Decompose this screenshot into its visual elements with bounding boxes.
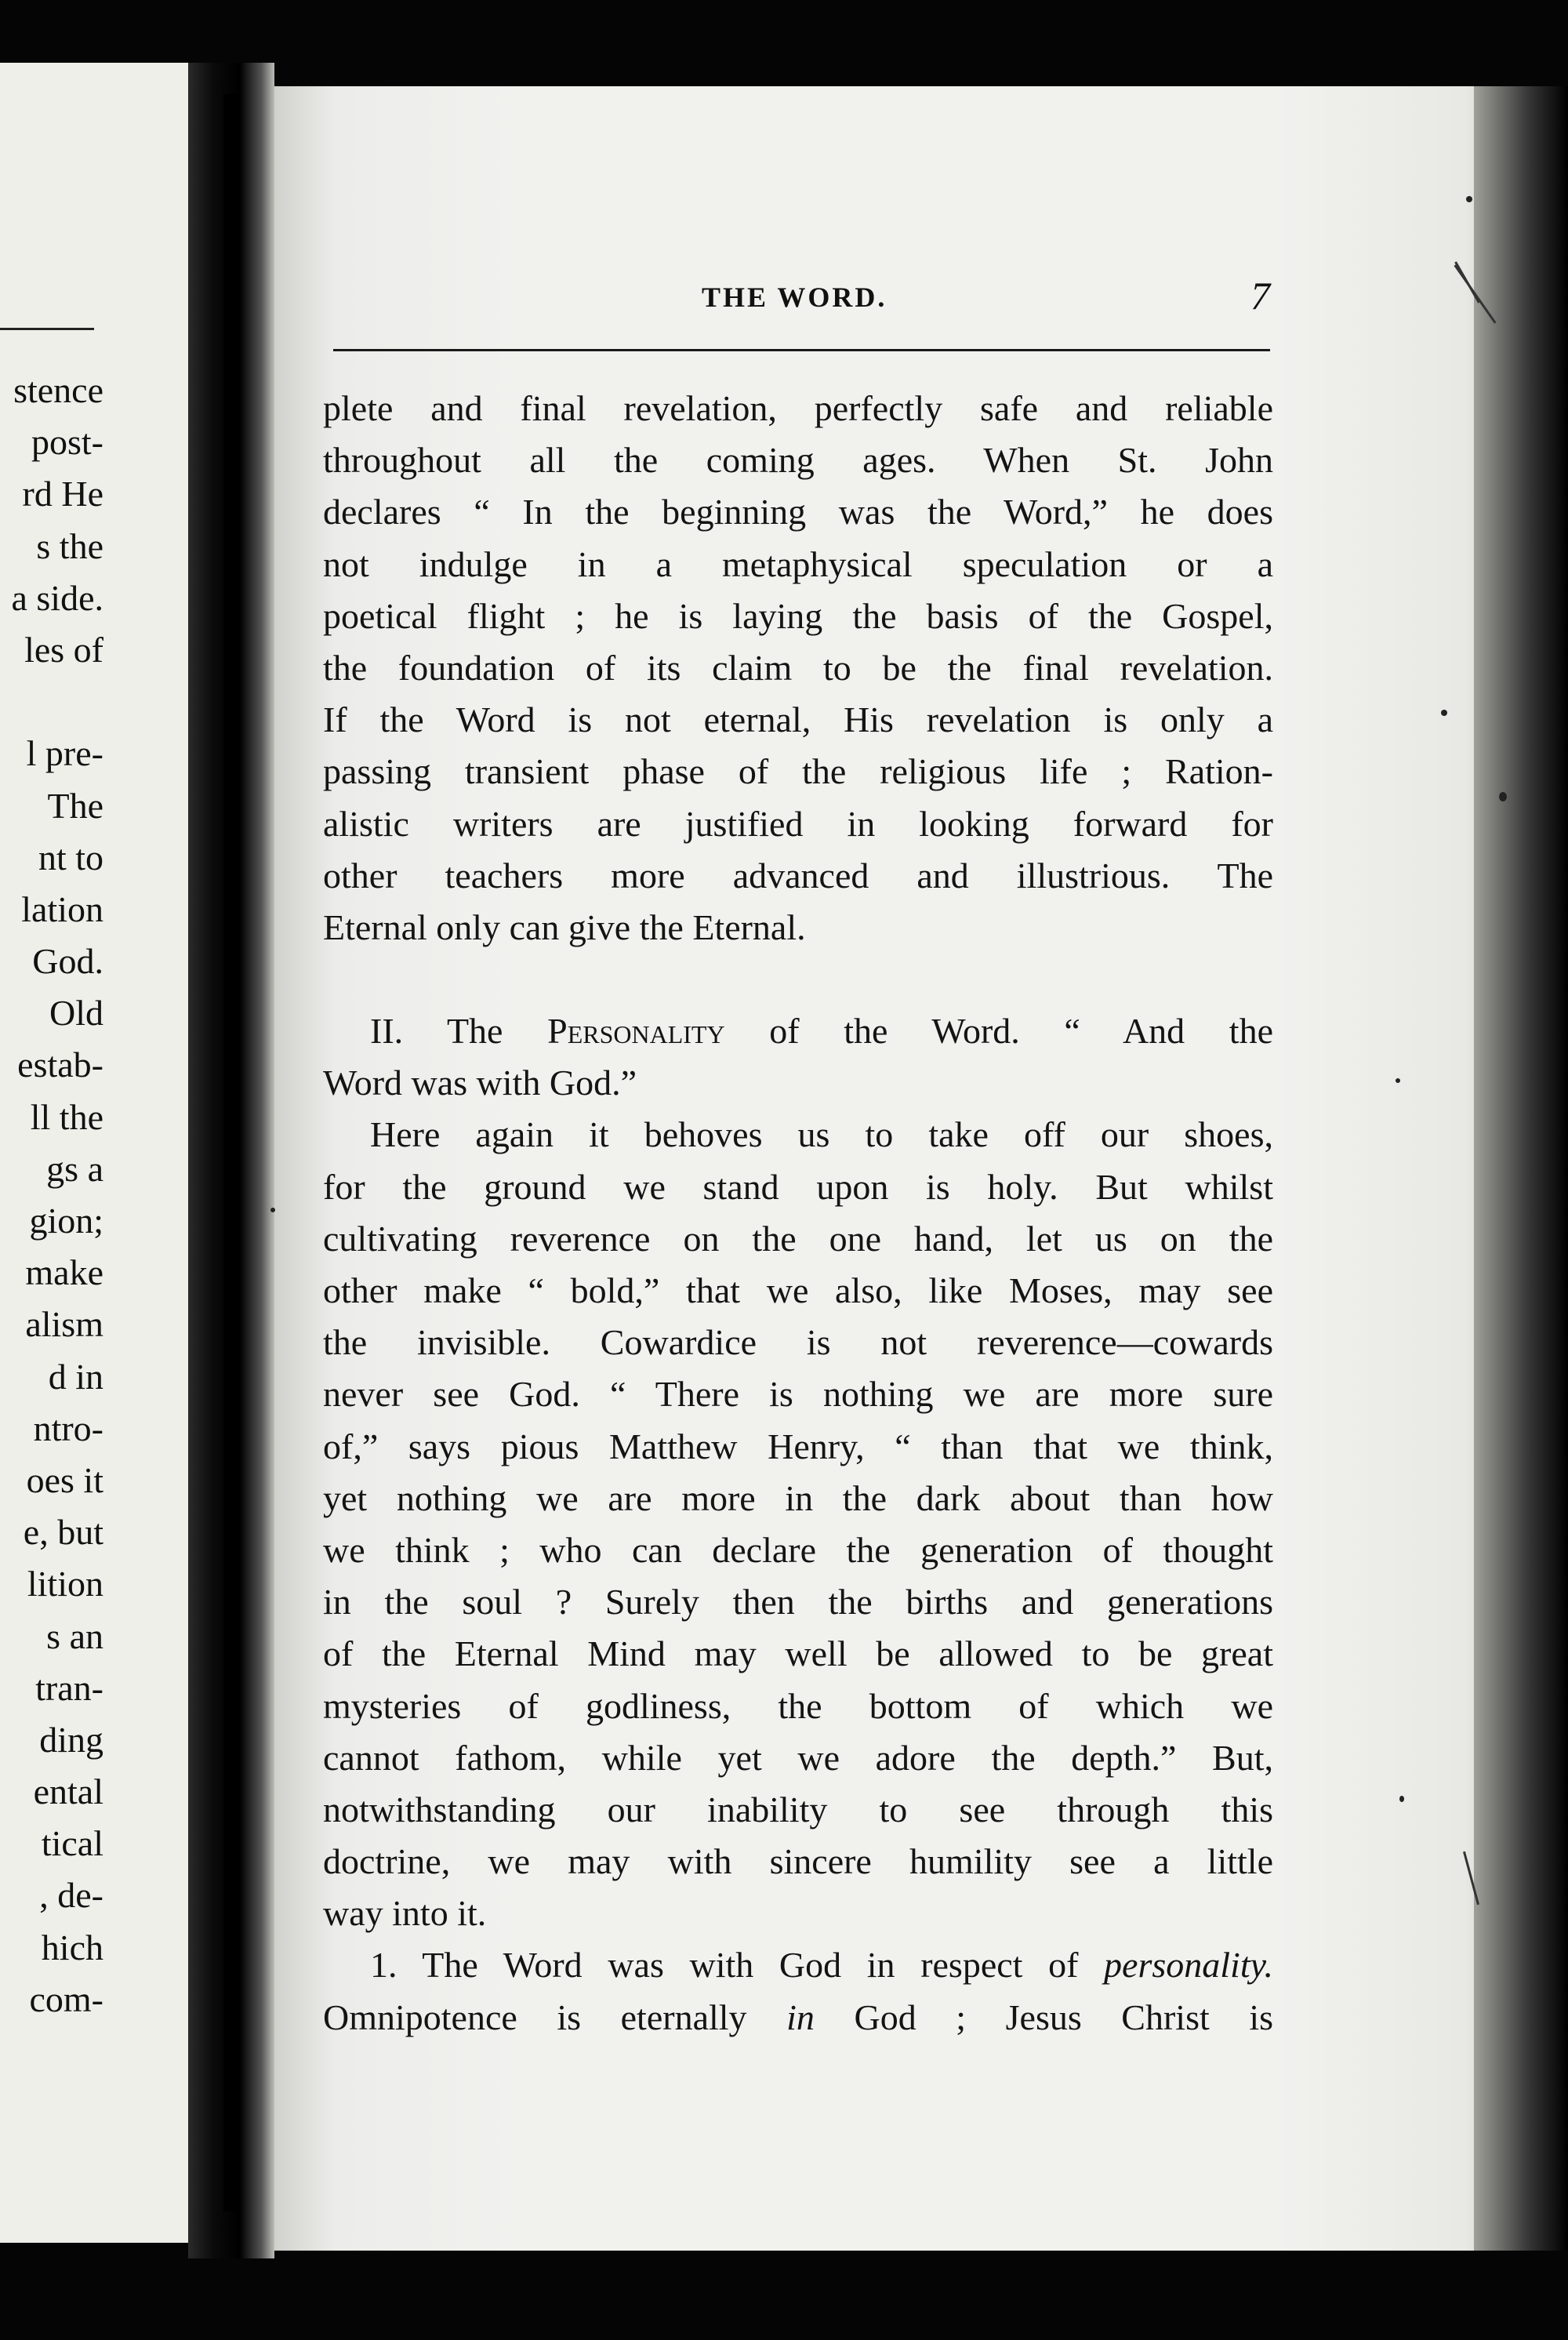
- text-line: other teachers more advanced and illustrious. The: [323, 855, 1273, 896]
- gutter-dark-band: [223, 94, 238, 2211]
- section-numeral: II. The: [370, 1011, 503, 1052]
- emphasis: personality.: [1104, 1945, 1273, 1986]
- left-line: com-: [29, 1978, 103, 2019]
- text-line: If the Word is not eternal, His revelation is only a: [323, 699, 1273, 740]
- text-line: mysteries of godliness, the bottom of which we: [323, 1685, 1273, 1726]
- text-line: in the soul ? Surely then the births and generations: [323, 1582, 1273, 1622]
- left-line: tical: [41, 1823, 103, 1864]
- paragraph-gap: [323, 954, 1273, 1005]
- left-facing-page: [0, 63, 188, 2243]
- left-line: , de-: [39, 1875, 103, 1916]
- running-head: THE WORD.: [702, 282, 887, 313]
- scan-speck: [1441, 710, 1447, 716]
- text-line: of the Eternal Mind may well be allowed to be great: [323, 1633, 1273, 1674]
- text-line: the invisible. Cowardice is not reverence—cowards: [323, 1322, 1273, 1363]
- left-line: gion;: [29, 1201, 103, 1241]
- text-span: Omnipotence is eternally: [323, 1997, 747, 2037]
- left-line: s the: [36, 525, 103, 566]
- text-line: of,” says pious Matthew Henry, “ than that we think,: [323, 1426, 1273, 1466]
- left-line: God.: [32, 941, 103, 982]
- left-line: d in: [48, 1356, 103, 1397]
- text-line: Word was with God.”: [323, 1063, 637, 1103]
- section-term: Personality: [547, 1011, 725, 1052]
- section-heading-rest: of the Word. “ And the: [769, 1011, 1274, 1052]
- scan-speck: [1466, 196, 1472, 202]
- text-line: poetical flight ; he is laying the basis of the Gospel,: [323, 595, 1273, 636]
- left-line: e, but: [23, 1512, 103, 1553]
- text-line: yet nothing we are more in the dark about than how: [323, 1477, 1273, 1518]
- left-line: rd He: [22, 474, 103, 514]
- text-line: we think ; who can declare the generation of thought: [323, 1529, 1273, 1570]
- left-line: oes it: [26, 1459, 103, 1500]
- page-edge-shadow: [1474, 86, 1568, 2251]
- text-line: [323, 1939, 1273, 1991]
- text-line: for the ground we stand upon is holy. But whilst: [323, 1166, 1273, 1207]
- left-page-text: [0, 365, 103, 2026]
- left-line: Old: [49, 993, 103, 1034]
- left-line: nt to: [38, 837, 103, 878]
- scan-speck: [270, 1208, 275, 1212]
- left-line: [0, 676, 103, 728]
- section-heading-line: [323, 1005, 1273, 1057]
- text-line: the foundation of its claim to be the final revelation.: [323, 647, 1273, 688]
- left-line: ntro-: [33, 1408, 103, 1448]
- left-line: ding: [39, 1719, 103, 1760]
- left-line: s an: [46, 1615, 103, 1656]
- text-line: passing transient phase of the religious life ; Ration-: [323, 751, 1273, 792]
- text-span: God ; Jesus Christ is: [854, 1997, 1274, 2037]
- scan-speck: [1396, 1078, 1400, 1083]
- text-line: Here again it behoves us to take off our shoes,: [370, 1114, 1273, 1155]
- text-line: other make “ bold,” that we also, like Moses, may see: [323, 1270, 1273, 1310]
- text-line: throughout all the coming ages. When St. John: [323, 440, 1273, 481]
- text-line: never see God. “ There is nothing we are more sure: [323, 1374, 1273, 1415]
- left-line: post-: [31, 422, 103, 463]
- text-line: declares “ In the beginning was the Word,” he does: [323, 492, 1273, 532]
- left-line: The: [47, 785, 103, 826]
- text-span: 1. The Word was with God in respect of: [370, 1945, 1079, 1986]
- left-line: lation: [21, 888, 103, 929]
- left-line: tran-: [35, 1667, 103, 1708]
- header-rule: [333, 349, 1270, 351]
- text-line: doctrine, we may with sincere humility see a little: [323, 1841, 1273, 1882]
- left-line: ental: [33, 1771, 103, 1812]
- left-line: les of: [24, 629, 103, 670]
- left-line: alism: [25, 1304, 103, 1345]
- text-line: Eternal only can give the Eternal.: [323, 907, 806, 947]
- emphasis: in: [786, 1997, 815, 2037]
- scan-speck: [1499, 792, 1507, 801]
- left-line: a side.: [11, 577, 103, 618]
- page-body: [323, 383, 1273, 2044]
- left-line: estab-: [17, 1045, 103, 1085]
- text-line: plete and final revelation, perfectly safe and reliable: [323, 388, 1273, 428]
- left-line: hich: [41, 1927, 103, 1968]
- text-line: alistic writers are justified in looking forward for: [323, 803, 1273, 844]
- left-line: l pre-: [26, 733, 103, 774]
- page-number: 7: [1250, 274, 1270, 318]
- left-line: make: [25, 1252, 103, 1293]
- text-line: way into it.: [323, 1893, 487, 1934]
- text-line: notwithstanding our inability to see through this: [323, 1789, 1273, 1829]
- left-line: ll the: [30, 1096, 103, 1137]
- scan-speck: [1399, 1796, 1404, 1802]
- text-line: not indulge in a metaphysical speculation or a: [323, 543, 1273, 584]
- left-line: gs a: [46, 1148, 103, 1189]
- text-line: [323, 1992, 1273, 2044]
- left-line: stence: [13, 370, 103, 410]
- left-line: lition: [27, 1564, 103, 1604]
- text-line: cultivating reverence on the one hand, let us on the: [323, 1218, 1273, 1259]
- left-page-rule: [0, 328, 94, 330]
- text-line: cannot fathom, while yet we adore the depth.” But,: [323, 1737, 1273, 1778]
